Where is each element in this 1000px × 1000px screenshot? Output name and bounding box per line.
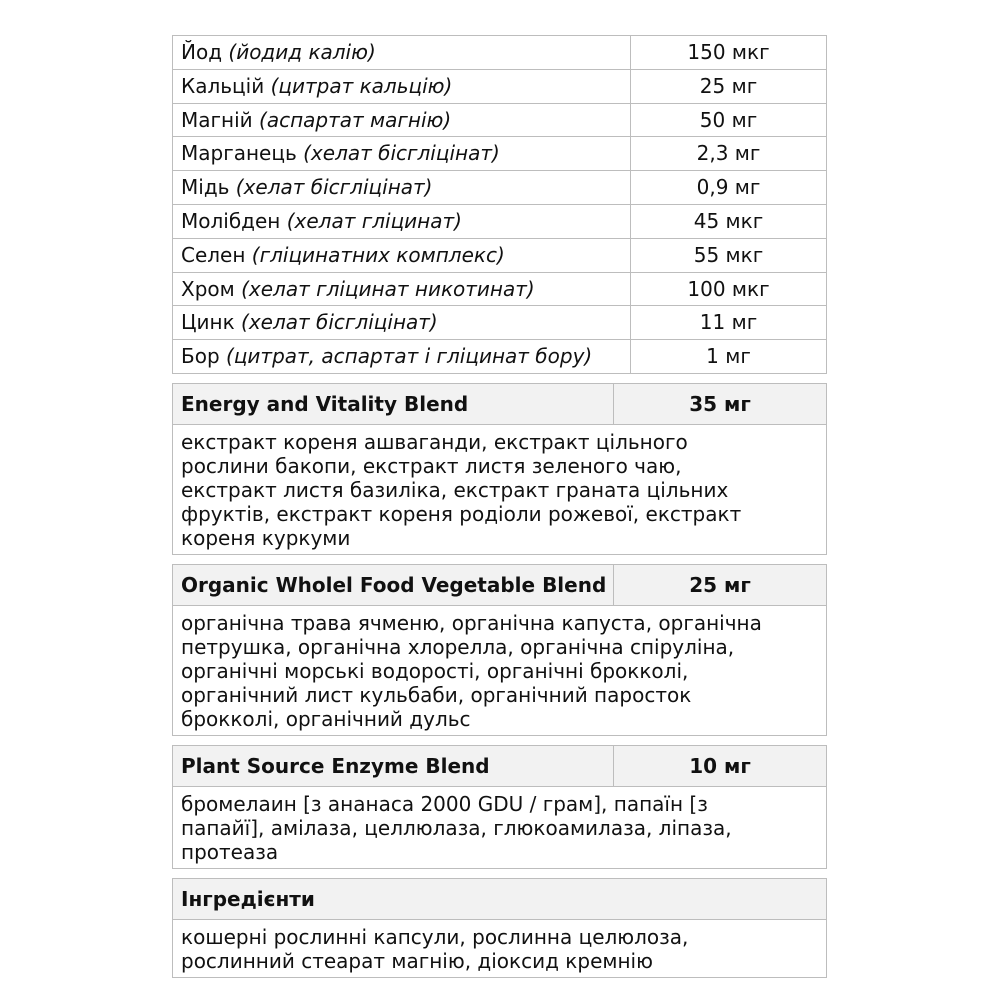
table-row: [173, 238, 827, 272]
mineral-name: Магній: [181, 107, 253, 132]
mineral-amount: 25 мг: [631, 69, 827, 103]
blend-line: брокколі, органічний дульс: [181, 706, 471, 731]
blend-header: [173, 746, 826, 787]
blend-title: Energy and Vitality Blend: [173, 384, 614, 424]
mineral-name-cell: [173, 103, 631, 137]
mineral-amount: 45 мкг: [631, 204, 827, 238]
mineral-form: (хелат бісгліцінат): [235, 175, 433, 200]
mineral-name-cell: [173, 171, 631, 205]
blend-amount: 10 мг: [689, 753, 751, 778]
mineral-form: (хелат гліцинат): [286, 208, 462, 233]
table-row: [173, 340, 827, 374]
blend-line: фруктів, екстракт кореня родіоли рожевої, екстракт: [181, 501, 742, 526]
mineral-name: Кальцій: [181, 73, 265, 98]
mineral-form: (йодид калію): [228, 40, 376, 64]
mineral-name: Цинк: [181, 310, 235, 335]
mineral-name-cell: [173, 69, 631, 103]
mineral-name: Молібден: [181, 208, 281, 233]
blend-amount: 35 мг: [689, 391, 751, 416]
ingredients-block: [172, 878, 827, 978]
blend-line: кореня куркуми: [181, 525, 351, 550]
minerals-table: [172, 35, 827, 374]
blend-amount: 25 мг: [689, 572, 751, 597]
mineral-amount: 2,3 мг: [631, 137, 827, 171]
mineral-name: Йод: [181, 40, 223, 64]
mineral-form: (аспартат магнію): [259, 107, 452, 132]
mineral-name-cell: [173, 204, 631, 238]
mineral-amount: 11 мг: [631, 306, 827, 340]
mineral-form: (цитрат кальцію): [270, 73, 453, 98]
blend-header: [173, 384, 826, 425]
blend-title: Plant Source Enzyme Blend: [173, 746, 614, 786]
blend-contents: [173, 606, 826, 735]
blend-header: [173, 565, 826, 606]
blend-line: органічна трава ячменю, органічна капуста, органічна: [181, 610, 762, 635]
mineral-amount: 55 мкг: [631, 238, 827, 272]
mineral-name: Бор: [181, 344, 220, 369]
mineral-name-cell: [173, 340, 631, 374]
ingredients-header: [173, 879, 826, 920]
blend-line: рослини бакопи, екстракт листя зеленого чаю,: [181, 453, 682, 478]
blend-title: Organic Wholel Food Vegetable Blend: [173, 565, 614, 605]
blend-line: екстракт листя базиліка, екстракт граната цільних: [181, 477, 729, 502]
blend-line: бромелаин [з ананаса 2000 GDU / грам], папаїн [з: [181, 791, 708, 816]
mineral-name-cell: [173, 137, 631, 171]
mineral-name-cell: [173, 238, 631, 272]
blend-line: папайї], амілаза, целлюлаза, глюкоамилаза, ліпаза,: [181, 815, 732, 840]
mineral-name-cell: [173, 306, 631, 340]
ingredients-contents: [173, 920, 826, 977]
mineral-name-cell: [173, 36, 631, 70]
mineral-name: Хром: [181, 276, 235, 301]
blend-line: органічні морські водорості, органічні брокколі,: [181, 658, 689, 683]
mineral-amount: 150 мкг: [631, 36, 827, 70]
mineral-name: Селен: [181, 242, 246, 267]
blend-line: петрушка, органічна хлорелла, органічна спіруліна,: [181, 634, 735, 659]
table-row: [173, 272, 827, 306]
table-row: [173, 36, 827, 70]
mineral-form: (хелат бісгліцінат): [241, 310, 438, 335]
mineral-amount: 100 мкг: [631, 272, 827, 306]
energy-vitality-blend: [172, 383, 827, 555]
table-row: [173, 103, 827, 137]
mineral-amount: 1 мг: [631, 340, 827, 374]
blend-line: протеаза: [181, 839, 279, 864]
mineral-name-cell: [173, 272, 631, 306]
blend-line: екстракт кореня ашваганди, екстракт цільного: [181, 429, 688, 454]
mineral-name: Мідь: [181, 175, 230, 200]
mineral-form: (хелат гліцинат никотинат): [241, 276, 535, 301]
mineral-amount: 50 мг: [631, 103, 827, 137]
mineral-form: (цитрат, аспартат і гліцинат бору): [226, 344, 593, 369]
table-row: [173, 137, 827, 171]
ingredients-line: кошерні рослинні капсули, рослинна целюлоза,: [181, 924, 689, 949]
blend-line: органічний лист кульбаби, органічний паросток: [181, 682, 692, 707]
mineral-form: (гліцинатних комплекс): [251, 242, 505, 267]
ingredients-line: рослинний стеарат магнію, діоксид кремнію: [181, 948, 653, 973]
plant-enzyme-blend: [172, 745, 827, 869]
mineral-amount: 0,9 мг: [631, 171, 827, 205]
supplement-facts-page: [172, 35, 827, 978]
table-row: [173, 306, 827, 340]
mineral-name: Марганець: [181, 141, 297, 166]
table-row: [173, 69, 827, 103]
blend-contents: [173, 787, 826, 868]
blend-contents: [173, 425, 826, 554]
table-row: [173, 171, 827, 205]
organic-vegetable-blend: [172, 564, 827, 736]
ingredients-title: Інгредієнти: [181, 886, 315, 911]
mineral-form: (хелат бісгліцінат): [303, 141, 500, 166]
table-row: [173, 204, 827, 238]
